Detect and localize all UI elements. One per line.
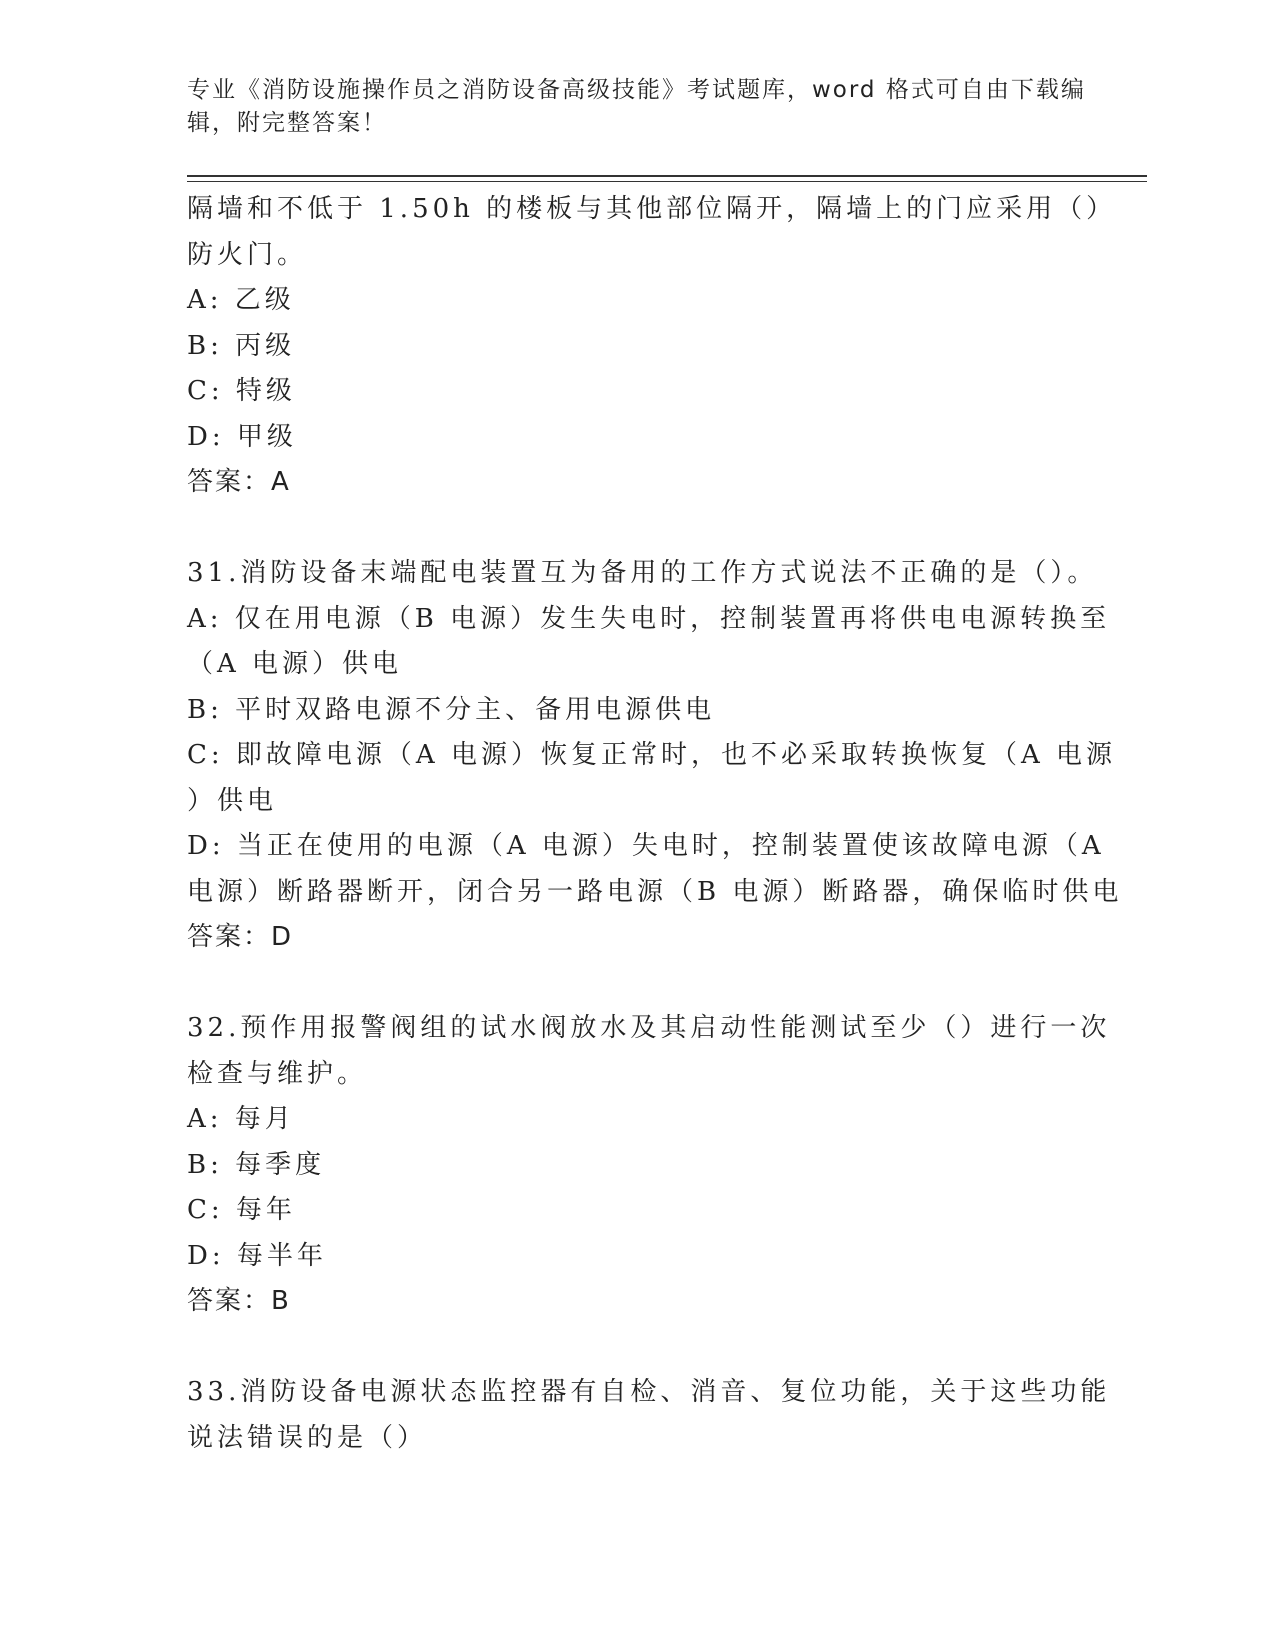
option-c: C: 每年 xyxy=(187,1195,296,1225)
question-33 xyxy=(187,1370,1111,1461)
question-stem-line: 32.预作用报警阀组的试水阀放水及其启动性能测试至少（）进行一次 xyxy=(187,1013,1111,1043)
option-a: A: 每月 xyxy=(187,1104,295,1134)
option-c-continued: ）供电 xyxy=(187,785,278,816)
answer-line: 答案：A xyxy=(187,467,291,497)
question-31 xyxy=(187,551,1123,961)
option-a-continued: （A 电源）供电 xyxy=(187,649,403,679)
option-a: A: 乙级 xyxy=(187,285,295,315)
answer-line: 答案：B xyxy=(187,1286,291,1316)
question-stem-line: 防火门。 xyxy=(187,239,308,270)
header-rule-thin xyxy=(187,181,1147,182)
option-d: D: 当正在使用的电源（A 电源）失电时，控制装置使该故障电源（A xyxy=(187,831,1105,861)
option-c: C: 即故障电源（A 电源）恢复正常时，也不必采取转换恢复（A 电源 xyxy=(187,740,1117,770)
question-spacer xyxy=(187,1325,1087,1371)
option-d: D: 每半年 xyxy=(187,1240,327,1271)
option-d: D: 甲级 xyxy=(187,421,297,452)
question-30 xyxy=(187,187,1117,506)
header-line-1: 专业《消防设施操作员之消防设备高级技能》考试题库，word 格式可自由下载编 xyxy=(187,77,1086,103)
header-rule-thick xyxy=(187,175,1147,177)
option-b: B: 平时双路电源不分主、备用电源供电 xyxy=(187,694,716,725)
question-stem-line: 31.消防设备末端配电装置互为备用的工作方式说法不正确的是（）。 xyxy=(187,558,1098,588)
question-stem-line: 33.消防设备电源状态监控器有自检、消音、复位功能，关于这些功能 xyxy=(187,1377,1111,1407)
answer-line: 答案：D xyxy=(187,922,294,952)
header-line-2: 辑，附完整答案！ xyxy=(187,110,387,136)
question-32 xyxy=(187,1006,1111,1325)
question-stem-line: 说法错误的是（） xyxy=(187,1422,428,1453)
option-c: C: 特级 xyxy=(187,376,296,406)
option-d-continued: 电源）断路器断开，闭合另一路电源（B 电源）断路器，确保临时供电 xyxy=(187,876,1123,907)
question-spacer xyxy=(187,961,1087,1007)
option-b: B: 丙级 xyxy=(187,330,296,361)
question-spacer xyxy=(187,506,1087,552)
question-stem-line: 隔墙和不低于 1.50h 的楼板与其他部位隔开，隔墙上的门应采用（） xyxy=(187,194,1117,224)
question-list xyxy=(187,187,1123,1461)
option-a: A: 仅在用电源（B 电源）发生失电时，控制装置再将供电电源转换至 xyxy=(187,603,1111,634)
option-b: B: 每季度 xyxy=(187,1149,326,1180)
document-header xyxy=(187,74,1087,140)
question-stem-line: 检查与维护。 xyxy=(187,1058,368,1089)
